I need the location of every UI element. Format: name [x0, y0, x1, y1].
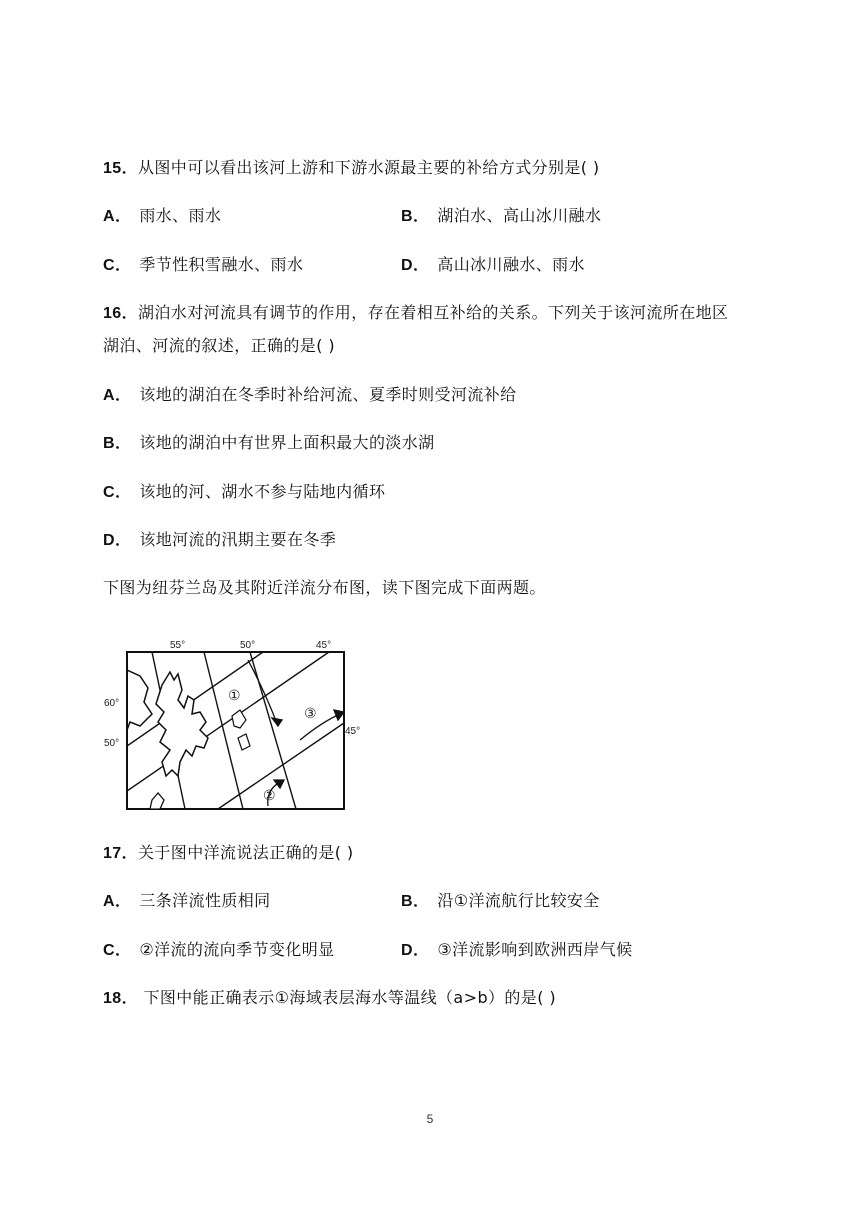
q16-option-c[interactable]: C． 该地的河、湖水不参与陆地内循环	[103, 482, 386, 501]
q16-option-a[interactable]: A． 该地的湖泊在冬季时补给河流、夏季时则受河流补给	[103, 385, 517, 404]
q17-option-a[interactable]: A． 三条洋流性质相同	[103, 891, 271, 910]
q17-stem: 17．关于图中洋流说法正确的是( )	[103, 843, 354, 862]
coastal-islet	[232, 710, 246, 728]
q18-number: 18．	[103, 990, 138, 1007]
q16-number: 16．	[103, 305, 138, 322]
coastal-islet-2	[238, 734, 250, 750]
q15-stem-text: 从图中可以看出该河上游和下游水源最主要的补给方式分别是( )	[138, 158, 600, 177]
current-label-3: ③	[304, 705, 317, 721]
current-label-1: ①	[228, 687, 241, 703]
lon-label-45: 45°	[316, 640, 332, 651]
q16-option-d[interactable]: D． 该地河流的汛期主要在冬季	[103, 530, 337, 549]
q15-option-c[interactable]: C． 季节性积雪融水、雨水	[103, 255, 304, 274]
q16-option-b[interactable]: B． 该地的湖泊中有世界上面积最大的淡水湖	[103, 433, 435, 452]
q17-option-c[interactable]: C． ②洋流的流向季节变化明显	[103, 940, 335, 959]
labrador-coast	[127, 670, 152, 730]
q18-stem: 18． 下图中能正确表示①海域表层海水等温线（a>b）的是( )	[103, 988, 556, 1007]
newfoundland-island	[156, 672, 208, 776]
q15-option-a[interactable]: A． 雨水、雨水	[103, 206, 222, 225]
q15-option-d[interactable]: D． 高山冰川融水、雨水	[401, 255, 585, 274]
q15-stem	[103, 157, 600, 180]
q17-option-d[interactable]: D． ③洋流影响到欧洲西岸气候	[401, 940, 633, 959]
q15-option-b[interactable]: B． 湖泊水、高山冰川融水	[401, 206, 602, 225]
q17-number: 17．	[103, 845, 138, 862]
lon-label-50: 50°	[240, 640, 256, 651]
q16-stem-line1: 16．湖泊水对河流具有调节的作用，存在着相互补给的关系。下列关于该河流所在地区	[103, 303, 729, 322]
newfoundland-currents-map	[100, 630, 365, 820]
q16-stem-line2: 湖泊、河流的叙述，正确的是( )	[103, 336, 335, 355]
small-island	[150, 793, 164, 809]
lat-label-50: 50°	[104, 738, 120, 749]
q15-number: 15．	[103, 160, 138, 177]
current-label-2: ②	[263, 787, 276, 803]
lat-label-45-right: 45°	[345, 726, 361, 737]
map-intro: 下图为纽芬兰岛及其附近洋流分布图，读下图完成下面两题。	[103, 578, 546, 597]
page-number: 5	[426, 1112, 434, 1126]
q17-option-b[interactable]: B． 沿①洋流航行比较安全	[401, 891, 600, 910]
current-1-arrow	[248, 660, 278, 726]
lon-label-55: 55°	[170, 640, 186, 651]
lat-label-60: 60°	[104, 698, 120, 709]
